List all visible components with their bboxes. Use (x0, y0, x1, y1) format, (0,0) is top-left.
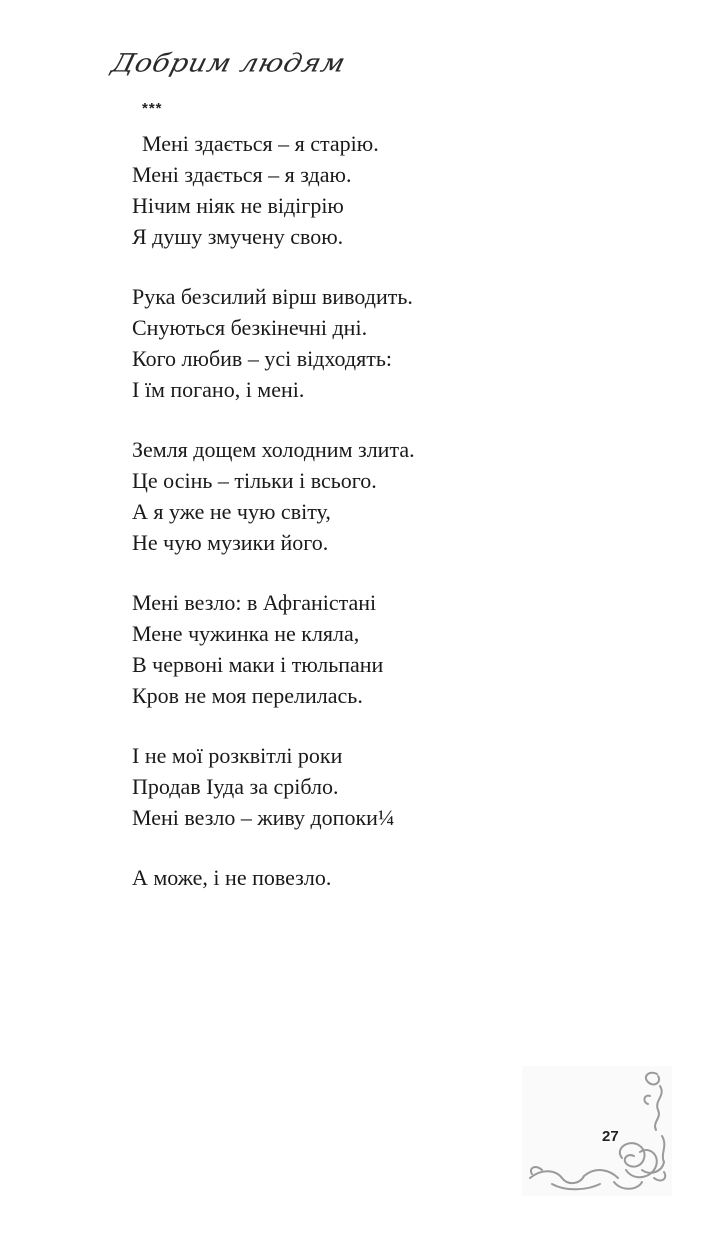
floral-corner-ornament-icon (522, 1066, 672, 1196)
page-number: 27 (602, 1128, 619, 1145)
poem-line: Мене чужинка не кляла, (132, 621, 360, 646)
poem-line: Мені везло – живу допоки¼ (132, 805, 395, 830)
stanza (132, 862, 652, 893)
poem-line: А я уже не чую світу, (132, 499, 331, 524)
poem-separator: *** (142, 100, 163, 117)
poem-line: Снуються безкінечні дні. (132, 315, 368, 340)
poem-line: І не мої розквітлі роки (132, 743, 343, 768)
poem (132, 128, 652, 922)
poem-line: Мені здається – я старію. (142, 131, 379, 156)
poem-line: Мені здається – я здаю. (132, 162, 352, 187)
stanza (132, 740, 652, 833)
stanza (132, 128, 652, 252)
stanza (132, 434, 652, 558)
stanza (132, 281, 652, 405)
poem-line: Кого любив – усі відходять: (132, 346, 392, 371)
poem-line: Земля дощем холодним злита. (132, 437, 415, 462)
stanza (132, 587, 652, 711)
poem-line: Продав Іуда за срібло. (132, 774, 339, 799)
poem-line: Кров не моя перелилась. (132, 683, 363, 708)
poem-line: В червоні маки і тюльпани (132, 652, 384, 677)
poem-line: Нічим ніяк не відігрію (132, 193, 344, 218)
poem-line: Рука безсилий вірш виводить. (132, 284, 413, 309)
running-head-title: Добрим людям (108, 48, 349, 78)
poem-line: Не чую музики його. (132, 530, 329, 555)
poem-line: І їм погано, і мені. (132, 377, 305, 402)
poem-line: Це осінь – тільки і всього. (132, 468, 377, 493)
poem-line: Мені везло: в Афганістані (132, 590, 377, 615)
poem-line: А може, і не повезло. (132, 865, 332, 890)
poem-line: Я душу змучену свою. (132, 224, 344, 249)
